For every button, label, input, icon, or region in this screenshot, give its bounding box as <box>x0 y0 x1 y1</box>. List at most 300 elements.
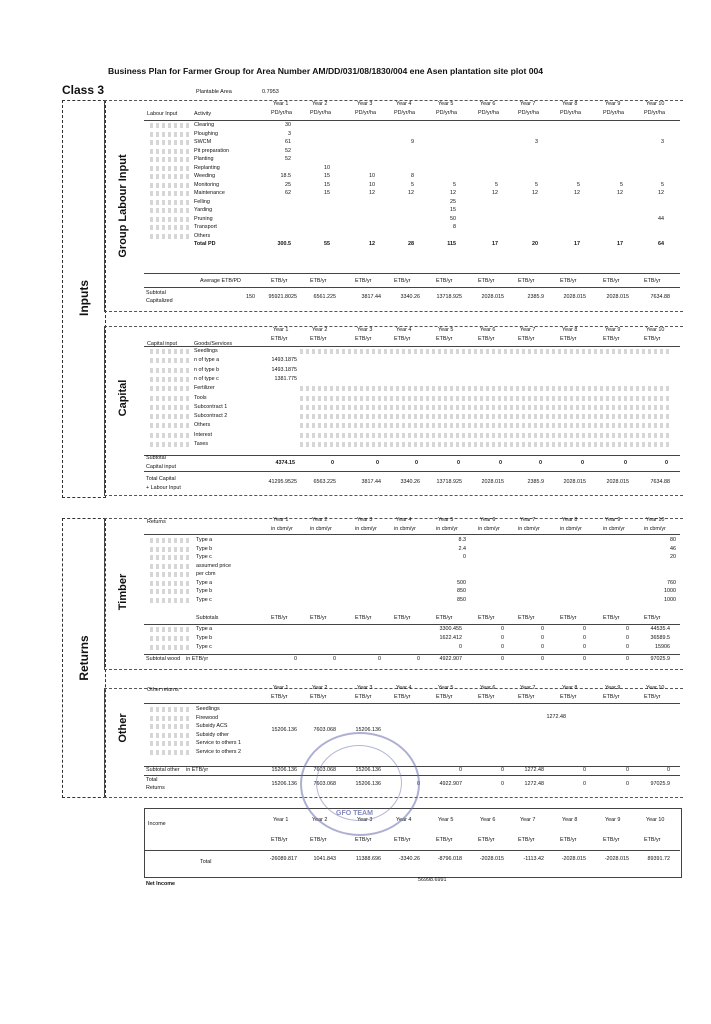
total-capital-value: 7634.88 <box>650 479 670 485</box>
timber-unit-header: in cbm/yr <box>603 526 625 532</box>
income-year-header: Year 7 <box>520 817 536 823</box>
labour-cell: 12 <box>574 190 580 196</box>
total-capital-label2: + Labour Input <box>146 485 181 491</box>
activity-label: Felling <box>194 198 210 205</box>
capital-subtotal-value: 0 <box>415 460 418 466</box>
labour-total-rule <box>144 273 680 274</box>
labour-etb-unit: ETB/yr <box>603 278 620 284</box>
labour-subtotal-value: 3340.26 <box>400 294 420 300</box>
labour-cell: 9 <box>411 139 414 145</box>
income-section <box>144 808 682 878</box>
other-year-header: Year 10 <box>646 685 665 691</box>
subtotal-wood-value: 97025.9 <box>650 656 670 662</box>
timber-unit-header: in cbm/yr <box>271 526 293 532</box>
blurred-annotation <box>150 200 190 205</box>
income-total-label: Total <box>200 859 212 865</box>
blurred-annotation <box>150 572 190 577</box>
income-unit: ETB/yr <box>355 837 372 843</box>
income-total-value: 11388.696 <box>355 856 381 862</box>
other-year-header: Year 7 <box>520 685 536 691</box>
timber-unit-header: in cbm/yr <box>644 526 666 532</box>
timber-y5-value: 850 <box>457 596 466 603</box>
timber-y10-value: 80 <box>670 537 676 543</box>
labour-header-rule <box>144 120 680 121</box>
income-year-header: Year 5 <box>438 817 454 823</box>
subsidy-acs-value: 7603.068 <box>313 727 336 733</box>
income-year-header: Year 2 <box>312 817 328 823</box>
labour-cell: 8 <box>453 224 456 230</box>
timber-y10-value: 1000 <box>664 596 676 603</box>
capital-year-header: Year 9 <box>605 327 621 333</box>
income-unit: ETB/yr <box>560 837 577 843</box>
income-total-value: -2028.015 <box>604 856 629 862</box>
blurred-annotation <box>150 581 190 586</box>
timber-row-label: Type b <box>196 545 213 552</box>
capital-subtotal-value: 0 <box>581 460 584 466</box>
labour-cell: 12 <box>408 190 414 196</box>
total-capital-value: 2028.015 <box>606 479 629 485</box>
total-returns-value: 15206.136 <box>271 781 297 787</box>
labour-cell: 28 <box>408 241 414 247</box>
labour-year-header: Year 6 <box>480 101 496 107</box>
average-etb-value: 150 <box>246 294 255 300</box>
income-unit: ETB/yr <box>394 837 411 843</box>
timber-etb-unit: ETB/yr <box>478 615 495 621</box>
capital-unit-header: ETB/yr <box>560 336 577 342</box>
plantable-area-label: Plantable Area <box>196 89 232 95</box>
capital-year-header: Year 8 <box>562 327 578 333</box>
activity-label: Pit preparation <box>194 147 230 154</box>
timber-value-label: Type c <box>196 644 212 650</box>
labour-year-header: Year 9 <box>605 101 621 107</box>
capital-item-label: Seedlings <box>194 348 218 354</box>
document-title: Business Plan for Farmer Group for Area Number AM/DD/031/08/1830/004 ene Asen plantation site plot 004 <box>108 66 544 76</box>
capital-header-rule <box>144 346 680 347</box>
timber-unit-header: in cbm/yr <box>394 526 416 532</box>
timber-etb-unit: ETB/yr <box>436 615 453 621</box>
income-year-header: Year 8 <box>562 817 578 823</box>
labour-cell: 12 <box>369 241 375 247</box>
income-unit: ETB/yr <box>603 837 620 843</box>
timber-year-header: Year 2 <box>312 517 328 523</box>
activity-label: Monitoring <box>194 181 220 188</box>
labour-etb-unit: ETB/yr <box>644 278 661 284</box>
blurred-annotation <box>150 724 190 729</box>
income-year-header: Year 9 <box>605 817 621 823</box>
inputs-label: Inputs <box>77 280 91 316</box>
total-capital-value: 3817.44 <box>361 479 381 485</box>
timber-unit-header: in cbm/yr <box>436 526 458 532</box>
blurred-annotation <box>150 627 190 632</box>
activity-label: Planting <box>194 156 214 162</box>
labour-subtotal-value: 95921.8025 <box>268 294 297 300</box>
blurred-annotation <box>150 208 190 213</box>
other-item-label: Service to others 2 <box>196 748 241 755</box>
labour-unit-header: PD/yr/ha <box>644 110 665 116</box>
blurred-annotation <box>150 174 190 179</box>
capital-subtotal-value: 0 <box>331 460 334 466</box>
labour-unit-header: PD/yr/ha <box>436 110 457 116</box>
labour-year-header: Year 8 <box>562 101 578 107</box>
activity-label: Replanting <box>194 164 220 171</box>
income-total-value: 1041.843 <box>313 856 336 862</box>
labour-cell: 5 <box>495 181 498 188</box>
total-returns-value: 0 <box>417 781 420 787</box>
labour-cell: 5 <box>577 181 580 188</box>
labour-cell: 12 <box>532 190 538 196</box>
subtotal-other-value: 1272.48 <box>524 767 544 773</box>
timber-y10-value: 46 <box>670 545 676 552</box>
timber-year-header: Year 4 <box>396 517 412 523</box>
total-capital-value: 2385.9 <box>527 479 544 485</box>
timber-subtotals-label: Subtotals <box>196 615 219 621</box>
capital-item-label: n of type b <box>194 366 220 373</box>
other-year-header: Year 4 <box>396 685 412 691</box>
capital-input-header: Capital input <box>147 341 177 347</box>
labour-unit-header: PD/yr/ha <box>355 110 376 116</box>
timber-y5-value: 8.3 <box>458 537 466 543</box>
blurred-annotation <box>150 396 190 401</box>
labour-cell: 12 <box>492 190 498 196</box>
blurred-annotation <box>300 386 670 391</box>
timber-year-header: Year 7 <box>520 517 536 523</box>
blurred-annotation <box>150 217 190 222</box>
capital-item-label: Subcontract 2 <box>194 413 228 420</box>
capital-unit-header: ETB/yr <box>436 336 453 342</box>
timber-etb-unit: ETB/yr <box>603 615 620 621</box>
timber-value: 15906 <box>655 644 670 650</box>
capital-unit-header: ETB/yr <box>644 336 661 342</box>
other-unit-header: ETB/yr <box>644 694 661 700</box>
subtotal-wood-unit: in ETB/yr <box>186 656 209 662</box>
blurred-annotation <box>150 547 190 552</box>
capital-subtotal-rule <box>144 455 680 456</box>
blurred-annotation <box>150 707 190 712</box>
timber-unit-header: in cbm/yr <box>518 526 540 532</box>
labour-year-header: Year 10 <box>646 101 665 107</box>
subtotal-wood-value: 0 <box>626 656 629 662</box>
timber-value: 0 <box>541 644 544 650</box>
average-etb-label: Average ETB/PD <box>200 278 241 284</box>
labour-cell: 52 <box>285 147 291 154</box>
subtotal-other-value: 0 <box>501 767 504 773</box>
other-unit-header: ETB/yr <box>560 694 577 700</box>
labour-cell: 25 <box>285 181 291 188</box>
blurred-annotation <box>300 442 670 447</box>
subtotal-wood-value: 0 <box>583 656 586 662</box>
capital-subtotal-value: 0 <box>376 460 379 466</box>
total-capital-value: 2028.015 <box>481 479 504 485</box>
income-unit: ETB/yr <box>271 837 288 843</box>
blurred-annotation <box>150 166 190 171</box>
timber-value-label: Type b <box>196 635 213 641</box>
capital-item-value: 1493.1875 <box>271 357 297 364</box>
subtotal-other-value: 15206.136 <box>271 767 297 773</box>
timber-unit-header: in cbm/yr <box>478 526 500 532</box>
total-returns-value: 7603.068 <box>313 781 336 787</box>
capital-unit-header: ETB/yr <box>271 336 288 342</box>
goods-services-header: Goods/Services <box>194 341 233 347</box>
other-unit-header: ETB/yr <box>603 694 620 700</box>
capital-unit-header: ETB/yr <box>603 336 620 342</box>
total-capital-value: 2028.015 <box>563 479 586 485</box>
labour-etb-unit: ETB/yr <box>518 278 535 284</box>
timber-subtotal-rule <box>144 624 680 625</box>
timber-year-header: Year 5 <box>438 517 454 523</box>
total-returns-value: 97025.9 <box>650 781 670 787</box>
activity-label: SWCM <box>194 139 212 145</box>
labour-cell: 30 <box>285 122 291 128</box>
capital-year-header: Year 7 <box>520 327 536 333</box>
capital-subtotal-value: 0 <box>457 460 460 466</box>
labour-subtotal-value: 2028.015 <box>563 294 586 300</box>
capital-item-label: n of type a <box>194 357 220 364</box>
blurred-annotation <box>300 433 670 438</box>
firewood-y7-value: 1272.48 <box>546 714 566 720</box>
labour-subtotal-value: 13718.925 <box>436 294 462 300</box>
returns-label: Returns <box>77 635 91 681</box>
subtotal-wood-value: 0 <box>294 656 297 662</box>
timber-unit-header: in cbm/yr <box>310 526 332 532</box>
timber-value: 0 <box>626 626 629 632</box>
labour-cell: 12 <box>450 190 456 196</box>
income-year-header: Year 3 <box>357 817 373 823</box>
labour-cell: 5 <box>453 181 456 188</box>
timber-etb-unit: ETB/yr <box>394 615 411 621</box>
blurred-annotation <box>150 414 190 419</box>
other-year-header: Year 9 <box>605 685 621 691</box>
blurred-annotation <box>150 386 190 391</box>
labour-unit-header: PD/yr/ha <box>310 110 331 116</box>
labour-cell: 17 <box>574 241 580 247</box>
other-year-header: Year 2 <box>312 685 328 691</box>
income-unit: ETB/yr <box>310 837 327 843</box>
income-total-value: -8796.018 <box>437 856 462 862</box>
labour-year-header: Year 1 <box>273 101 289 107</box>
capital-item-label: Taxes <box>194 441 209 447</box>
blurred-annotation <box>150 183 190 188</box>
timber-wood-rule <box>144 654 680 655</box>
capital-subtotal-value: 4374.15 <box>275 460 295 466</box>
capital-subtotal-value: 0 <box>624 460 627 466</box>
timber-row-label: Type c <box>196 596 212 603</box>
labour-unit-header: PD/yr/ha <box>394 110 415 116</box>
labour-cell: 5 <box>661 181 664 188</box>
total-returns-value: 0 <box>583 781 586 787</box>
timber-label: Timber <box>117 573 129 611</box>
timber-value: 0 <box>583 626 586 632</box>
timber-value: 1622.412 <box>439 635 462 641</box>
timber-row-label: Type a <box>196 537 213 543</box>
timber-value: 3300.455 <box>439 626 462 632</box>
blurred-annotation <box>300 405 670 410</box>
blurred-annotation <box>150 132 190 137</box>
income-year-header: Year 4 <box>396 817 412 823</box>
blurred-annotation <box>150 157 190 162</box>
labour-cell: 10 <box>369 173 375 179</box>
labour-cell: 5 <box>620 181 623 188</box>
labour-cell: 15 <box>324 190 330 196</box>
capital-unit-header: ETB/yr <box>394 336 411 342</box>
labour-cell: 64 <box>658 241 664 247</box>
capital-unit-header: ETB/yr <box>310 336 327 342</box>
activity-label: Clearing <box>194 122 215 128</box>
activity-label: Pruning <box>194 215 213 222</box>
labour-cell: 15 <box>450 207 456 213</box>
labour-unit-header: PD/yr/ha <box>478 110 499 116</box>
timber-etb-unit: ETB/yr <box>271 615 288 621</box>
timber-row-label: Type c <box>196 554 212 560</box>
blurred-annotation <box>150 358 190 363</box>
subtotal-other-value: 7603.068 <box>313 767 336 773</box>
other-unit-header: ETB/yr <box>518 694 535 700</box>
total-capital-value: 3340.26 <box>400 479 420 485</box>
labour-subtotal-value: 3817.44 <box>361 294 381 300</box>
timber-value: 0 <box>501 635 504 641</box>
capital-unit-header: ETB/yr <box>355 336 372 342</box>
labour-cell: 10 <box>369 181 375 188</box>
labour-etb-unit: ETB/yr <box>310 278 327 284</box>
net-income-label: Net Income <box>146 881 176 887</box>
labour-etb-unit: ETB/yr <box>436 278 453 284</box>
other-unit-header: ETB/yr <box>271 694 288 700</box>
group-labour-label: Group Labour Input <box>117 154 129 258</box>
labour-sub-rule <box>144 287 680 288</box>
timber-etb-unit: ETB/yr <box>310 615 327 621</box>
stamp-text: GFO TEAM <box>336 810 373 817</box>
labour-year-header: Year 5 <box>438 101 454 107</box>
labour-subtotal-value: 2028.015 <box>481 294 504 300</box>
labour-etb-unit: ETB/yr <box>355 278 372 284</box>
blurred-annotation <box>150 741 190 746</box>
blurred-annotation <box>300 414 670 419</box>
labour-year-header: Year 2 <box>312 101 328 107</box>
labour-subtotal-label: Subtotal <box>146 290 166 296</box>
blurred-annotation <box>300 423 670 428</box>
labour-capitalized-label: Capitalized <box>146 298 173 304</box>
other-label: Other <box>117 713 129 743</box>
labour-cell: 5 <box>411 181 414 188</box>
timber-y10-value: 20 <box>670 554 676 560</box>
capital-item-label: Subcontract 1 <box>194 403 228 410</box>
timber-year-header: Year 1 <box>273 517 289 523</box>
capital-item-label: n of type c <box>194 375 219 382</box>
timber-value: 0 <box>583 635 586 641</box>
other-item-label: Seedlings <box>196 706 220 712</box>
timber-y5-value: 0 <box>463 554 466 560</box>
labour-year-header: Year 7 <box>520 101 536 107</box>
blurred-annotation <box>150 123 190 128</box>
subtotal-other-value: 15206.136 <box>355 767 381 773</box>
timber-value: 0 <box>501 644 504 650</box>
blurred-annotation <box>150 555 190 560</box>
labour-cell: 12 <box>369 190 375 196</box>
blurred-annotation <box>150 349 190 354</box>
blurred-annotation <box>150 733 190 738</box>
labour-cell: 20 <box>532 241 538 247</box>
timber-unit-header: in cbm/yr <box>355 526 377 532</box>
blurred-annotation <box>150 538 190 543</box>
capital-subtotal-label2: Capital input <box>146 464 176 470</box>
total-returns-value: 1272.48 <box>524 781 544 787</box>
subtotal-wood-value: 4922.907 <box>439 656 462 662</box>
capital-year-header: Year 3 <box>357 327 373 333</box>
returns-header: Returns <box>147 519 166 525</box>
labour-cell: 17 <box>492 241 498 247</box>
capital-item-label: Fertilizer <box>194 385 215 392</box>
subtotal-wood-value: 0 <box>333 656 336 662</box>
other-item-label: Firewood <box>196 714 219 721</box>
total-returns-label2: Returns <box>146 785 165 791</box>
timber-year-header: Year 10 <box>646 517 665 523</box>
activity-label: Total PD <box>194 241 216 247</box>
capital-subtotal-label: Subtotal <box>146 455 166 461</box>
income-unit: ETB/yr <box>436 837 453 843</box>
blurred-annotation <box>150 645 190 650</box>
labour-cell: 62 <box>285 190 291 196</box>
timber-year-header: Year 6 <box>480 517 496 523</box>
timber-year-header: Year 9 <box>605 517 621 523</box>
capital-year-header: Year 2 <box>312 327 328 333</box>
subtotal-other-value: 0 <box>667 767 670 773</box>
other-returns-header: Other returns <box>147 687 179 693</box>
income-total-value: -3340.26 <box>398 856 420 862</box>
subtotal-other-label: Subtotal other <box>146 767 180 773</box>
labour-subtotal-value: 6561.225 <box>313 294 336 300</box>
labour-unit-header: PD/yr/ha <box>560 110 581 116</box>
total-returns-label: Total <box>146 777 158 783</box>
blurred-annotation <box>150 377 190 382</box>
timber-header-rule <box>144 534 680 535</box>
income-total-value: -2028.015 <box>479 856 504 862</box>
timber-y10-value: 760 <box>667 579 676 586</box>
blurred-annotation <box>150 716 190 721</box>
labour-cell: 3 <box>661 139 664 145</box>
blurred-annotation <box>150 423 190 428</box>
other-unit-header: ETB/yr <box>478 694 495 700</box>
activity-label: Others <box>194 232 211 239</box>
labour-input-header: Labour Input <box>147 111 178 117</box>
subtotal-other-unit: in ETB/yr <box>186 767 209 773</box>
labour-cell: 3 <box>288 130 291 137</box>
blurred-annotation <box>150 598 190 603</box>
timber-etb-unit: ETB/yr <box>560 615 577 621</box>
timber-value: 0 <box>626 644 629 650</box>
blurred-annotation <box>150 564 190 569</box>
labour-cell: 5 <box>535 181 538 188</box>
income-label: Income <box>148 821 166 827</box>
timber-unit-header: in cbm/yr <box>560 526 582 532</box>
timber-value: 0 <box>541 626 544 632</box>
subtotal-wood-value: 0 <box>378 656 381 662</box>
other-unit-header: ETB/yr <box>355 694 372 700</box>
capital-unit-header: ETB/yr <box>518 336 535 342</box>
subtotal-wood-label: Subtotal wood <box>146 656 181 662</box>
labour-cell: 18.5 <box>280 173 291 179</box>
income-unit: ETB/yr <box>518 837 535 843</box>
blurred-annotation <box>150 191 190 196</box>
other-year-header: Year 3 <box>357 685 373 691</box>
total-capital-value: 41295.9525 <box>268 479 297 485</box>
timber-row-label: Type a <box>196 579 213 586</box>
activity-label: Maintenance <box>194 190 225 196</box>
labour-etb-unit: ETB/yr <box>560 278 577 284</box>
labour-cell: 115 <box>447 241 456 247</box>
timber-value: 44535.4 <box>650 626 670 632</box>
activity-label: Weeding <box>194 173 216 179</box>
capital-item-value: 1493.1875 <box>271 366 297 373</box>
timber-year-header: Year 3 <box>357 517 373 523</box>
